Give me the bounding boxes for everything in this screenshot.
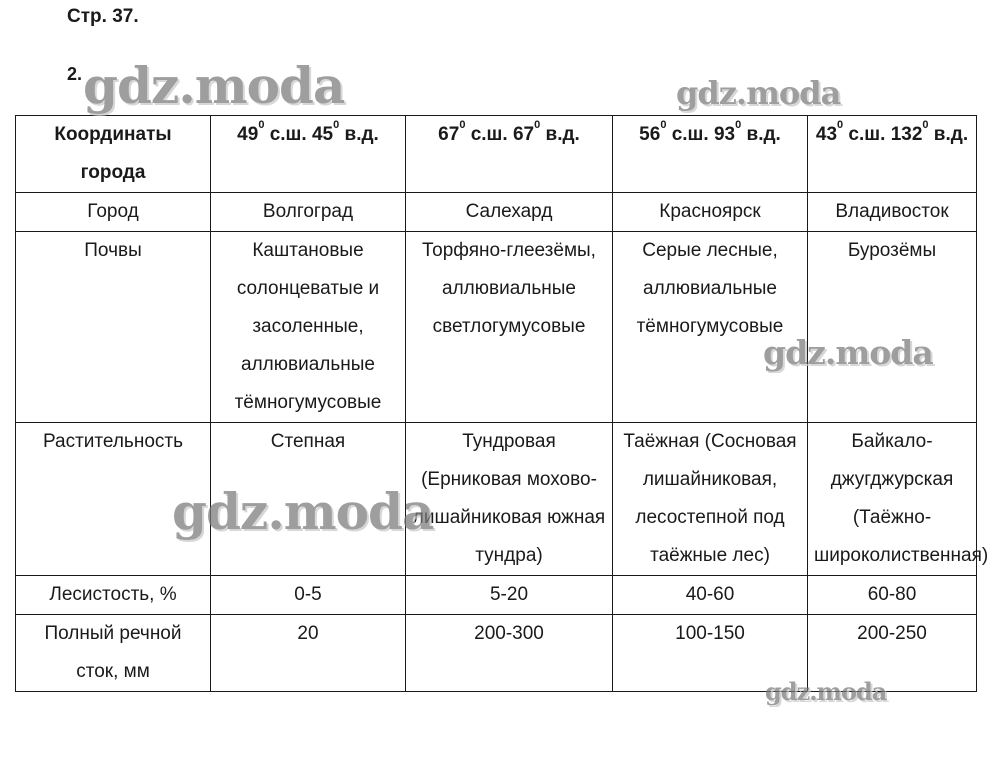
table-cell: 200-300 (406, 615, 613, 692)
degree-mark: 0 (922, 119, 929, 131)
degree-mark: 0 (534, 119, 541, 131)
table-cell: Волгоград (211, 193, 406, 232)
table-header-row (16, 116, 977, 193)
table-cell: Владивосток (808, 193, 977, 232)
coord-lat: 56 (639, 124, 661, 145)
row-label: Почвы (16, 232, 211, 423)
coord-lat: 49 (237, 124, 259, 145)
table-cell: 20 (211, 615, 406, 692)
coord-lon: 45 (311, 124, 334, 145)
row-label: Полный речной сток, мм (16, 615, 211, 692)
watermark: gdz.moda (763, 333, 933, 372)
watermark: gdz.moda (676, 74, 841, 112)
task-number: 2. (67, 64, 83, 84)
row-label: Город (16, 193, 211, 232)
table-cell: Бурозёмы (808, 232, 977, 423)
coord-lat: 67 (438, 124, 460, 145)
table-row (16, 576, 977, 615)
data-table (15, 115, 988, 692)
degree-mark: 0 (660, 119, 667, 131)
table-row (16, 615, 977, 692)
table-cell: 100-150 (613, 615, 808, 692)
table-cell: Байкало-джугджурская (Таёжно-широколиственная) (808, 423, 977, 576)
degree-mark: 0 (333, 119, 340, 131)
header-label: Координаты города (54, 124, 172, 183)
header-label-cell (16, 116, 211, 193)
table-cell: Каштановые солонцеватые и засоленные, аллювиальные тёмногумусовые (211, 232, 406, 423)
degree-mark: 0 (258, 119, 265, 131)
table-row (16, 423, 977, 576)
table-cell: Салехард (406, 193, 613, 232)
table-cell: 0-5 (211, 576, 406, 615)
coord-cell (613, 116, 808, 193)
coord-lon-suffix: в.д. (540, 124, 580, 145)
table-cell: Красноярск (613, 193, 808, 232)
coord-lat: 43 (815, 124, 838, 145)
coord-lon: 132 (890, 124, 923, 145)
coord-lon: 67 (512, 124, 535, 145)
coord-lat-suffix: с.ш. (465, 124, 513, 145)
coord-lat-suffix: с.ш. (264, 124, 312, 145)
table-row (16, 193, 977, 232)
table-cell: 200-250 (808, 615, 977, 692)
table-cell: Таёжная (Сосновая лишайниковая, лесостепной под таёжные лес) (613, 423, 808, 576)
coord-lat-suffix: с.ш. (843, 124, 891, 145)
coord-lon: 93 (713, 124, 736, 145)
coord-cell (211, 116, 406, 193)
row-label: Лесистость, % (16, 576, 211, 615)
page-header: Стр. 37. (67, 6, 139, 27)
coord-lat-suffix: с.ш. (666, 124, 714, 145)
table-cell: Серые лесные, аллювиальные тёмногумусовые (613, 232, 808, 423)
degree-mark: 0 (459, 119, 466, 131)
coord-lon-suffix: в.д. (928, 124, 969, 145)
watermark: gdz.moda (172, 482, 434, 541)
degree-mark: 0 (735, 119, 742, 131)
table-cell: Тундровая (Ерниковая мохово-лишайниковая южная тундра) (406, 423, 613, 576)
table-cell: 40-60 (613, 576, 808, 615)
coord-cell (406, 116, 613, 193)
coord-cell (808, 116, 977, 193)
coord-lon-suffix: в.д. (339, 124, 379, 145)
watermark: gdz.moda (765, 677, 887, 706)
watermark: gdz.moda (83, 56, 345, 115)
coord-lon-suffix: в.д. (741, 124, 781, 145)
degree-mark: 0 (837, 119, 844, 131)
table-row (16, 232, 977, 423)
row-label: Растительность (16, 423, 211, 576)
table-cell: 60-80 (808, 576, 977, 615)
table-cell: Торфяно-глеезёмы, аллювиальные светлогумусовые (406, 232, 613, 423)
table-cell: Степная (211, 423, 406, 576)
table-cell: 5-20 (406, 576, 613, 615)
